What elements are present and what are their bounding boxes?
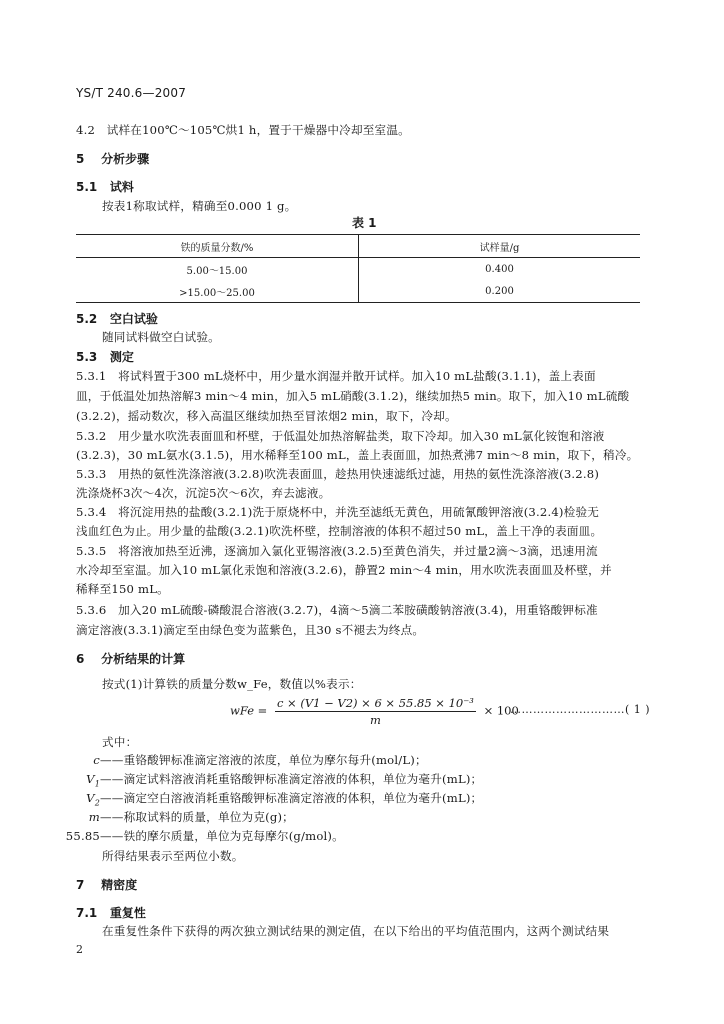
section-title: 分析结果的计算 [101,652,186,666]
where-label: 式中： [102,735,138,749]
table-1-title: 表 1 [352,216,377,230]
formula-numerator: c × (V1 − V2) × 6 × 55.85 × 10⁻³ [276,696,474,710]
equation-number [510,703,650,716]
clause-5-3-5-line [76,543,598,559]
formula-fraction [275,696,476,727]
clause-number: 5.3.3 [76,467,107,481]
formula-multiplier: × 100 [483,703,519,718]
symbol-name: V [86,791,95,805]
table-header-cell: 试样量/g [359,235,641,258]
clause-number: 4.2 [76,123,96,137]
clause-number: 5.3.2 [76,429,107,443]
symbol-description: ——称取试料的质量，单位为克(g)； [100,810,294,824]
table-row [76,258,640,281]
table-cell: 5.00～15.00 [76,258,359,281]
clause-5-3-1-line [76,368,596,384]
table-row [76,280,640,303]
clause-5-2-heading [76,310,158,327]
rounding-note: 所得结果表示至两位小数。 [102,849,244,863]
table-cell: 0.400 [359,258,641,281]
clause-5-3-1-line: 皿，于低温处加热溶解3 min～4 min，加入5 mL硝酸(3.1.2)，继续加热5 min。取下，加入10 mL硫酸 [76,389,630,403]
symbol-name: 55.85 [65,829,100,843]
standard-code: YS/T 240.6—2007 [76,86,187,100]
clause-7-1-text: 在重复性条件下获得的两次独立测试结果的测定值，在以下给出的平均值范围内，这两个测试结果 [102,924,610,938]
formula-denominator: m [369,713,381,727]
clause-4-2 [76,122,410,138]
clause-number: 5.3.1 [76,369,107,383]
clause-text: 将沉淀用热的盐酸(3.2.1)洗于原烧杯中，并洗至滤纸无黄色，用硫氰酸钾溶液(3.2.4)检验无 [118,505,600,519]
symbol-name: V [86,772,95,786]
clause-5-2-text: 随同试料做空白试验。 [102,330,220,344]
formula-equals: = [257,703,268,718]
symbol-description: ——滴定空白溶液消耗重铬酸钾标准滴定溶液的体积，单位为毫升(mL)； [100,791,483,805]
section-title: 分析步骤 [101,152,150,166]
section-6-heading [76,650,185,667]
clause-number: 5.1 [76,180,98,194]
table-header-cell: 铁的质量分数/% [76,235,359,258]
page-number: 2 [76,943,83,956]
clause-5-3-5-line: 水冷却至室温。加入10 mL氯化汞饱和溶液(3.2.6)，静置2 min～4 min，用水吹洗表面皿及杯壁，并 [76,563,612,577]
clause-number: 5.3.6 [76,603,107,617]
clause-title: 空白试验 [109,312,158,326]
table-cell: >15.00～25.00 [76,280,359,303]
symbol-definition [58,809,294,825]
clause-text: 用少量水吹洗表面皿和杯壁，于低温处加热溶解盐类，取下冷却。加入30 mL氯化铵饱和溶液 [118,429,605,443]
clause-5-3-6-line: 滴定溶液(3.3.1)滴定至由绿色变为蓝紫色，且30 s不褪去为终点。 [76,623,425,637]
equation-leader-dots: ………………………… [510,703,625,716]
clause-5-3-3-line: 洗涤烧杯3次～4次，沉淀5次～6次，弃去滤液。 [76,486,331,500]
clause-text: 将溶液加热至近沸，逐滴加入氯化亚锡溶液(3.2.5)至黄色消失，并过量2滴～3滴，迅速用流 [118,544,598,558]
clause-number: 5.2 [76,312,98,326]
table-1 [76,234,640,303]
equation-label: ( 1 ) [625,703,651,716]
clause-title: 测定 [109,350,134,364]
clause-text: 将试料置于300 mL烧杯中，用少量水润湿并散开试样。加入10 mL盐酸(3.1.1)，盖上表面 [118,369,596,383]
symbol-definition [58,828,344,844]
section-number: 7 [76,878,85,892]
symbol-definition [58,790,482,807]
symbol-subscript: 1 [94,779,100,789]
section-7-heading [76,876,137,893]
clause-5-3-1-line: (3.2.2)，摇动数次，移入高温区继续加热至冒浓烟2 min，取下，冷却。 [76,409,457,423]
symbol [58,772,100,788]
clause-5-1-text: 按表1称取试样，精确至0.000 1 g。 [102,199,297,213]
clause-number: 7.1 [76,906,98,920]
table-header-row [76,235,640,258]
formula-lhs: wFe [230,703,254,718]
clause-7-1-heading [76,904,146,921]
symbol-description: ——重铬酸钾标准滴定溶液的浓度，单位为摩尔每升(mol/L)； [100,753,427,767]
section-number: 5 [76,152,85,166]
section-title: 精密度 [101,878,138,892]
symbol [58,829,100,843]
clause-5-3-6-line [76,602,598,618]
clause-5-3-heading [76,348,134,365]
symbol [58,791,100,807]
formula-intro: 按式(1)计算铁的质量分数w_Fe，数值以%表示： [102,677,362,691]
clause-number: 5.3.5 [76,544,107,558]
clause-number: 5.3.4 [76,505,107,519]
clause-5-3-4-line [76,504,599,520]
table-cell: 0.200 [359,280,641,303]
symbol-name: m [88,810,100,824]
symbol-definition [58,771,482,788]
clause-5-3-5-line: 稀释至150 mL。 [76,582,169,596]
clause-5-3-2-line [76,428,604,444]
symbol [58,810,100,824]
symbol-description: ——滴定试料溶液消耗重铬酸钾标准滴定溶液的体积，单位为毫升(mL)； [100,772,483,786]
formula-1 [230,696,519,727]
clause-title: 试料 [109,180,134,194]
symbol-description: ——铁的摩尔质量，单位为克每摩尔(g/mol)。 [100,829,344,843]
clause-text: 加入20 mL硫酸-磷酸混合溶液(3.2.7)，4滴～5滴二苯胺磺酸钠溶液(3.4)，用重铬酸钾标准 [118,603,598,617]
clause-title: 重复性 [109,906,146,920]
clause-5-1-heading [76,178,134,195]
clause-5-3-3-line [76,466,599,482]
symbol [58,753,100,767]
clause-text: 试样在100℃～105℃烘1 h，置于干燥器中冷却至室温。 [106,123,410,137]
symbol-subscript: 2 [94,798,100,808]
clause-5-3-4-line: 浅血红色为止。用少量的盐酸(3.2.1)吹洗杯壁，控制溶液的体积不超过50 mL，盖上干净的表面皿。 [76,524,603,538]
clause-5-3-2-line: (3.2.3)，30 mL氨水(3.1.5)，用水稀释至100 mL，盖上表面皿，加热煮沸7 min～8 min，取下，稍冷。 [76,448,639,462]
clause-number: 5.3 [76,350,98,364]
symbol-definition [58,752,427,768]
section-number: 6 [76,652,85,666]
section-5-heading [76,150,149,167]
symbol-name: c [93,753,100,767]
clause-text: 用热的氨性洗涤溶液(3.2.8)吹洗表面皿，趁热用快速滤纸过滤，用热的氨性洗涤溶液(3.2.8) [118,467,600,481]
